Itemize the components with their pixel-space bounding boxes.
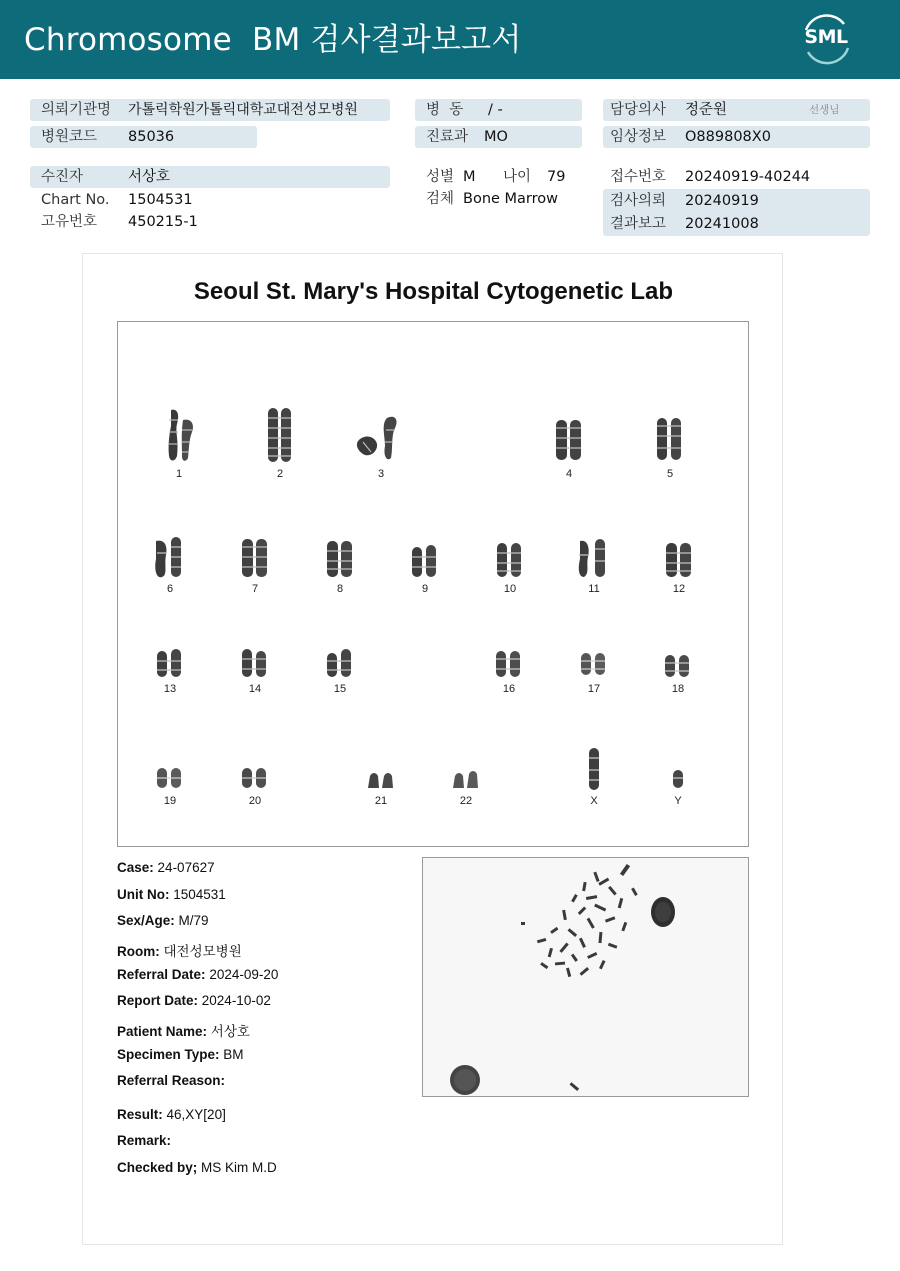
chromosome-pair-20 bbox=[225, 746, 285, 807]
chromosome-pair-10 bbox=[480, 535, 540, 595]
referral-reason-label: Referral Reason: bbox=[117, 1073, 226, 1088]
result-date-label: 결과보고 bbox=[610, 216, 667, 232]
chart-label: Chart No. bbox=[41, 192, 110, 208]
chromosome-label: 1 bbox=[175, 468, 183, 480]
chromosome-label: 11 bbox=[588, 583, 600, 595]
case-line bbox=[117, 860, 215, 875]
chromosome-label: 19 bbox=[163, 795, 177, 807]
doctor-value: 정준원 bbox=[685, 102, 728, 118]
chromosome-pair-21 bbox=[351, 746, 411, 807]
ward-label: 병 동 bbox=[426, 102, 464, 118]
chart-value: 1504531 bbox=[128, 192, 193, 208]
doctor-label: 담당의사 bbox=[610, 102, 667, 118]
checked-by-value: MS Kim M.D bbox=[201, 1160, 277, 1175]
chromosome-pair-6 bbox=[140, 535, 200, 595]
chart-row bbox=[30, 189, 390, 211]
clinical-info-row bbox=[603, 126, 870, 148]
room-label: Room: bbox=[117, 944, 160, 959]
chromosome-label: 3 bbox=[377, 468, 385, 480]
chromosome-label: 10 bbox=[503, 583, 517, 595]
sml-logo bbox=[798, 12, 854, 66]
chromosome-pair-5 bbox=[640, 406, 700, 480]
sex-label: 성별 bbox=[426, 169, 455, 185]
room-value: 대전성모병원 bbox=[163, 944, 242, 959]
referring-org-value: 가톨릭학원가톨릭대학교대전성모병원 bbox=[128, 102, 358, 118]
patient-value: 서상호 bbox=[128, 169, 171, 185]
doctor-row bbox=[603, 99, 870, 121]
referral-date-line bbox=[117, 967, 278, 982]
receipt-label: 접수번호 bbox=[610, 169, 667, 185]
chromosome-pair-22 bbox=[436, 746, 496, 807]
clinical-info-value: O889808X0 bbox=[685, 129, 771, 145]
specimen-value: Bone Marrow bbox=[463, 191, 559, 207]
specimen-row bbox=[415, 188, 582, 210]
unique-no-label: 고유번호 bbox=[41, 214, 98, 230]
chromosome-label: 14 bbox=[248, 683, 262, 695]
unit-line bbox=[117, 887, 226, 902]
karyogram bbox=[117, 321, 749, 847]
chromosome-label: X bbox=[590, 795, 598, 807]
chromosome-pair-14 bbox=[225, 645, 285, 695]
hospital-code-label: 병원코드 bbox=[41, 129, 98, 145]
chromosome-pair-12 bbox=[649, 535, 709, 595]
sexage-label: Sex/Age: bbox=[117, 913, 175, 928]
chromosome-pair-4 bbox=[539, 406, 599, 480]
remark-label: Remark: bbox=[117, 1133, 172, 1148]
unit-label: Unit No: bbox=[117, 887, 170, 902]
request-date-value: 20240919 bbox=[685, 193, 759, 209]
chromosome-pair-19 bbox=[140, 746, 200, 807]
chromosome-pair-9 bbox=[395, 535, 455, 595]
sexage-line bbox=[117, 913, 209, 928]
age-label: 나이 bbox=[503, 169, 532, 185]
ward-value: / - bbox=[488, 102, 503, 118]
unit-value: 1504531 bbox=[173, 887, 226, 902]
department-label: 진료과 bbox=[426, 129, 469, 145]
referral-reason-line bbox=[117, 1073, 225, 1088]
patient-name-label: Patient Name: bbox=[117, 1024, 208, 1039]
checked-by-label: Checked by; bbox=[117, 1160, 198, 1175]
chromosome-label: 4 bbox=[565, 468, 573, 480]
chromosome-label: 17 bbox=[587, 683, 601, 695]
chromosome-label: 8 bbox=[336, 583, 344, 595]
referring-org-row bbox=[30, 99, 390, 121]
clinical-info-label: 임상정보 bbox=[610, 129, 667, 145]
chromosome-label: 22 bbox=[459, 795, 473, 807]
chromosome-pair-18 bbox=[648, 645, 708, 695]
result-line bbox=[117, 1107, 226, 1122]
specimen-type-label: Specimen Type: bbox=[117, 1047, 220, 1062]
chromosome-label: 12 bbox=[672, 583, 686, 595]
chromosome-y bbox=[648, 746, 708, 807]
chromosome-label: 5 bbox=[666, 468, 674, 480]
chromosome-label: 6 bbox=[166, 583, 174, 595]
chromosome-label: 15 bbox=[333, 683, 347, 695]
chromosome-pair-13 bbox=[140, 645, 200, 695]
patient-name-line bbox=[117, 1020, 250, 1040]
specimen-label: 검체 bbox=[426, 191, 455, 207]
result-label: Result: bbox=[117, 1107, 163, 1122]
age-value: 79 bbox=[547, 169, 566, 185]
page-title: Chromosome BM 검사결과보고서 bbox=[24, 22, 522, 58]
department-value: MO bbox=[484, 129, 508, 145]
report-date-value: 2024-10-02 bbox=[201, 993, 271, 1008]
chromosome-label: 9 bbox=[421, 583, 429, 595]
remark-line bbox=[117, 1133, 171, 1148]
metaphase-spread-graphic bbox=[423, 858, 748, 1096]
chromosome-pair-8 bbox=[310, 535, 370, 595]
chromosome-pair-3 bbox=[351, 406, 411, 480]
room-line bbox=[117, 940, 242, 960]
hospital-code-value: 85036 bbox=[128, 129, 175, 145]
checked-by-line bbox=[117, 1160, 277, 1175]
referring-org-label: 의뢰기관명 bbox=[41, 102, 112, 118]
specimen-type-line bbox=[117, 1047, 244, 1062]
patient-name-value: 서상호 bbox=[210, 1024, 250, 1039]
report-panel bbox=[82, 253, 783, 1245]
metaphase-spread-image bbox=[422, 857, 749, 1097]
patient-row bbox=[30, 166, 390, 188]
result-value: 46,XY[20] bbox=[166, 1107, 226, 1122]
unique-no-row bbox=[30, 211, 390, 233]
receipt-value: 20240919-40244 bbox=[685, 169, 811, 185]
chromosome-label: 21 bbox=[374, 795, 388, 807]
hospital-code-row bbox=[30, 126, 257, 148]
unique-no-value: 450215-1 bbox=[128, 214, 198, 230]
case-value: 24-07627 bbox=[157, 860, 215, 875]
chromosome-pair-7 bbox=[225, 535, 285, 595]
case-label: Case: bbox=[117, 860, 154, 875]
chromosome-label: Y bbox=[674, 795, 682, 807]
chromosome-pair-11 bbox=[564, 535, 624, 595]
chromosome-x bbox=[564, 746, 624, 807]
sex-value: M bbox=[463, 169, 476, 185]
doctor-suffix: 선생님 bbox=[809, 104, 840, 116]
chromosome-label: 2 bbox=[276, 468, 284, 480]
chromosome-pair-15 bbox=[310, 645, 370, 695]
report-date-label: Report Date: bbox=[117, 993, 199, 1008]
referral-date-value: 2024-09-20 bbox=[209, 967, 279, 982]
chromosome-label: 13 bbox=[163, 683, 177, 695]
report-title: Seoul St. Mary's Hospital Cytogenetic Lab bbox=[193, 278, 674, 305]
chromosome-pair-1 bbox=[149, 406, 209, 480]
sex-age-row bbox=[415, 166, 582, 188]
ward-row bbox=[415, 99, 582, 121]
receipt-row bbox=[603, 166, 870, 188]
chromosome-pair-2 bbox=[250, 406, 310, 480]
dates-block bbox=[603, 189, 870, 236]
referral-date-label: Referral Date: bbox=[117, 967, 206, 982]
chromosome-label: 16 bbox=[502, 683, 516, 695]
chromosome-label: 7 bbox=[251, 583, 259, 595]
chromosome-label: 20 bbox=[248, 795, 262, 807]
logo-text: SML bbox=[804, 26, 848, 48]
request-date-label: 검사의뢰 bbox=[610, 193, 667, 209]
report-date-line bbox=[117, 993, 271, 1008]
chromosome-pair-17 bbox=[564, 645, 624, 695]
department-row bbox=[415, 126, 582, 148]
result-date-value: 20241008 bbox=[685, 216, 759, 232]
chromosome-label: 18 bbox=[671, 683, 685, 695]
chromosome-pair-16 bbox=[479, 645, 539, 695]
patient-label: 수진자 bbox=[41, 169, 84, 185]
sexage-value: M/79 bbox=[178, 913, 209, 928]
specimen-type-value: BM bbox=[223, 1047, 244, 1062]
header-bar bbox=[0, 0, 900, 79]
